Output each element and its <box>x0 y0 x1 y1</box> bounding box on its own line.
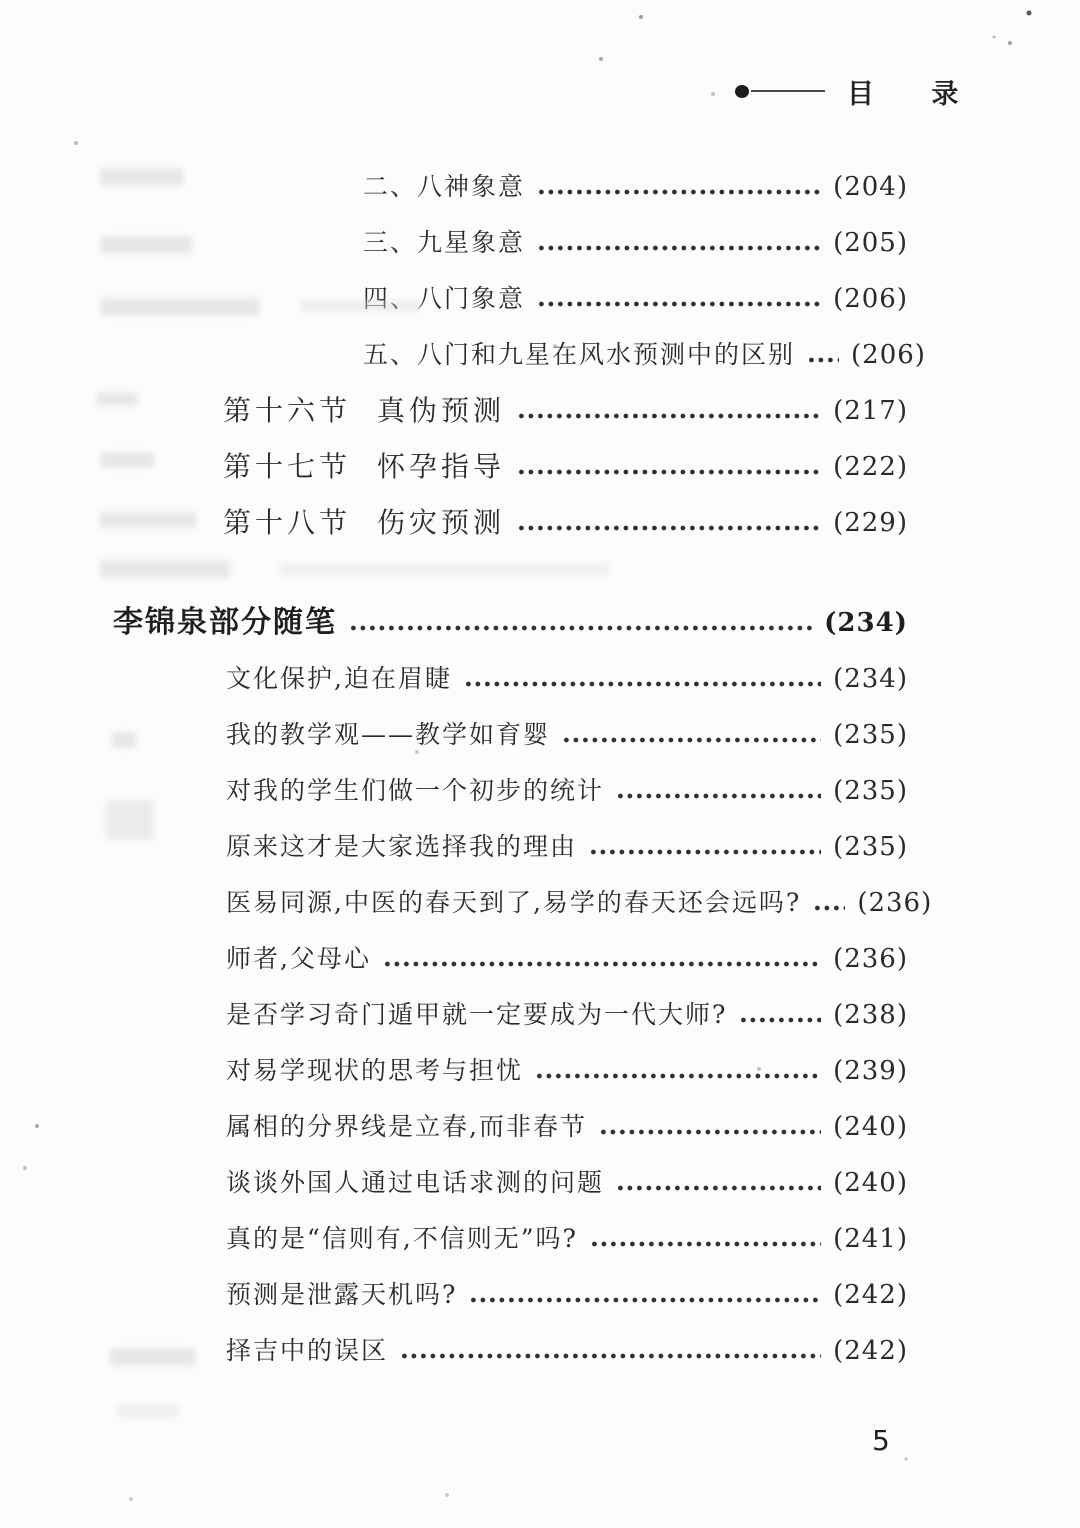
dot-leader <box>539 188 821 196</box>
toc-entry-page: (234) <box>833 664 908 694</box>
toc-entry-3 <box>113 338 926 372</box>
toc-entry-title: 是否学习奇门遁甲就一定要成为一代大师? <box>226 1000 728 1029</box>
toc-entry-title: 预测是泄露天机吗? <box>226 1280 458 1309</box>
toc-entry-page: (242) <box>833 1336 908 1366</box>
dot-leader <box>471 1296 821 1304</box>
header-rule <box>751 90 825 92</box>
toc-entry-16 <box>113 1110 908 1144</box>
toc-entry-page: (229) <box>833 508 908 538</box>
dot-leader <box>351 624 812 632</box>
dot-leader <box>539 300 821 308</box>
toc-entry-13 <box>113 942 908 976</box>
toc-entry-page: (206) <box>833 284 908 314</box>
dot-leader <box>519 524 821 532</box>
toc-entry-page: (238) <box>833 1000 908 1030</box>
toc-entry-5 <box>113 450 908 484</box>
toc-entry-page: (236) <box>857 888 933 918</box>
toc-entry-number: 第十八节 <box>223 506 352 539</box>
toc-entry-page: (217) <box>833 396 908 426</box>
toc-entry-8 <box>113 662 908 696</box>
toc-entry-14 <box>113 998 908 1032</box>
toc-entry-page: (239) <box>833 1056 908 1086</box>
toc-entry-title: 真的是“信则有,不信则无”吗? <box>226 1224 578 1253</box>
dot-leader <box>618 792 821 800</box>
toc-entry-9 <box>113 718 908 752</box>
toc-entry-1 <box>113 226 908 260</box>
toc-entry-page: (242) <box>833 1280 908 1310</box>
dot-leader <box>402 1352 821 1360</box>
dot-leader <box>537 1072 821 1080</box>
toc-entry-0 <box>113 170 908 204</box>
dot-leader <box>601 1128 821 1136</box>
toc-entry-20 <box>113 1334 908 1368</box>
toc-entry-title: 五、八门和九星在风水预测中的区别 <box>363 340 796 369</box>
toc-entry-title: 对我的学生们做一个初步的统计 <box>226 776 605 805</box>
toc-entry-title: 谈谈外国人通过电话求测的问题 <box>226 1168 605 1197</box>
toc-entry-page: (240) <box>833 1168 908 1198</box>
toc-entry-page: (240) <box>833 1112 908 1142</box>
dot-leader <box>519 468 821 476</box>
toc-entry-15 <box>113 1054 908 1088</box>
toc-entry-title: 四、八门象意 <box>363 284 526 313</box>
toc-entry-page: (236) <box>833 944 908 974</box>
toc-entry-page: (204) <box>833 172 908 202</box>
toc-entry-title: 原来这才是大家选择我的理由 <box>226 832 578 861</box>
toc-entry-title: 文化保护,迫在眉睫 <box>226 664 452 693</box>
toc-header-title: 目 录 <box>847 78 983 110</box>
dot-leader <box>591 848 821 856</box>
toc-entry-page: (234) <box>824 608 908 638</box>
toc-entry-2 <box>113 282 908 316</box>
dot-leader <box>592 1240 821 1248</box>
toc-entry-10 <box>113 774 908 808</box>
toc-entry-title: 我的教学观——教学如育婴 <box>226 720 551 749</box>
toc-entry-page: (235) <box>833 832 908 862</box>
header-bullet-icon <box>735 85 749 98</box>
toc-entry-11 <box>113 830 908 864</box>
page-header <box>735 74 982 108</box>
bleedthrough-artifact <box>118 1404 178 1418</box>
toc-entry-12 <box>113 886 933 920</box>
toc-entry-page: (235) <box>833 720 908 750</box>
toc-entry-page: (235) <box>833 776 908 806</box>
toc-entry-page: (241) <box>833 1224 908 1254</box>
dot-leader <box>741 1016 821 1024</box>
scan-noise <box>0 0 2 2</box>
toc-entry-title: 李锦泉部分随笔 <box>113 605 337 640</box>
dot-leader <box>539 244 821 252</box>
toc-entry-title: 对易学现状的思考与担忧 <box>226 1056 524 1085</box>
toc-entry-title: 怀孕指导 <box>377 450 506 483</box>
toc-entry-4 <box>113 394 908 428</box>
toc-entry-7 <box>113 606 908 640</box>
dot-leader <box>466 680 821 688</box>
toc-entry-page: (222) <box>833 452 908 482</box>
toc-entry-title: 择吉中的误区 <box>226 1336 389 1365</box>
dot-leader <box>815 904 845 912</box>
toc-entry-number: 第十六节 <box>223 394 352 427</box>
toc-entry-title: 属相的分界线是立春,而非春节 <box>226 1112 587 1141</box>
toc-entry-title: 三、九星象意 <box>363 228 526 257</box>
toc-entry-title: 师者,父母心 <box>226 944 371 973</box>
toc-entry-6 <box>113 506 908 540</box>
toc-entry-page: (206) <box>851 340 926 370</box>
toc-entry-17 <box>113 1166 908 1200</box>
dot-leader <box>809 356 839 364</box>
dot-leader <box>519 412 821 420</box>
toc-entry-18 <box>113 1222 908 1256</box>
page-number: 5 <box>872 1424 890 1457</box>
toc-entry-title: 伤灾预测 <box>377 506 506 539</box>
toc-entry-19 <box>113 1278 908 1312</box>
dot-leader <box>385 960 821 968</box>
dot-leader <box>618 1184 821 1192</box>
toc-entry-page: (205) <box>833 228 908 258</box>
dot-leader <box>564 736 821 744</box>
toc-entry-title: 医易同源,中医的春天到了,易学的春天还会远吗? <box>226 888 802 917</box>
toc-entry-title: 二、八神象意 <box>363 172 526 201</box>
toc-list <box>113 170 933 1390</box>
toc-entry-number: 第十七节 <box>223 450 352 483</box>
toc-entry-title: 真伪预测 <box>377 394 506 427</box>
